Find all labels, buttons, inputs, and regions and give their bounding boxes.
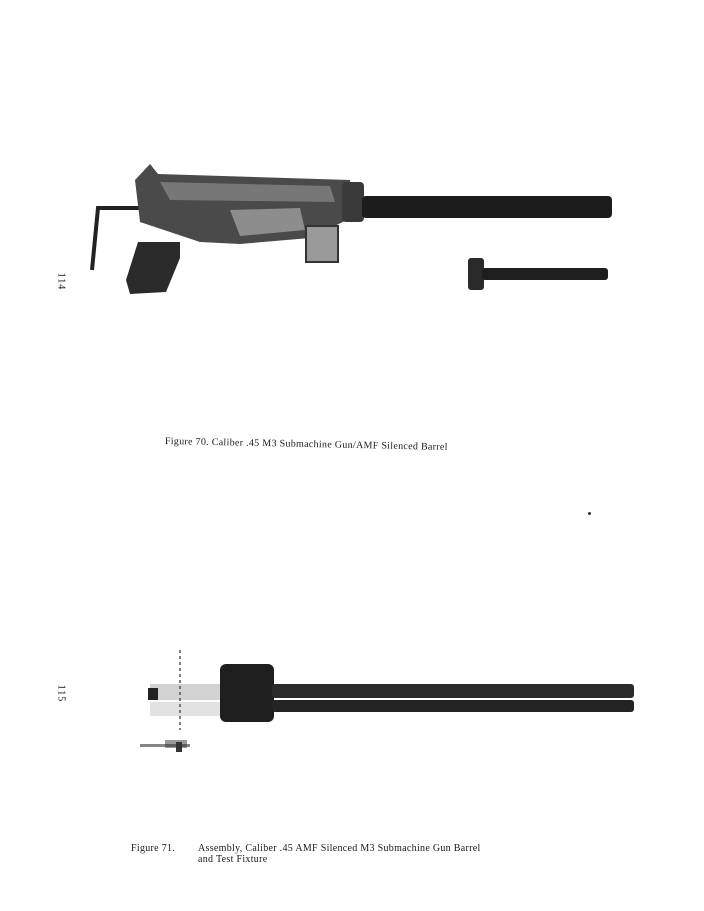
pistol-grip <box>126 242 180 294</box>
silencer-tube <box>362 196 612 218</box>
scan-speck <box>588 512 591 515</box>
figure-71-caption-line1: Assembly, Caliber .45 AMF Silenced M3 Submachine Gun Barrel <box>198 843 481 854</box>
figure-70-caption: Figure 70. Caliber .45 M3 Submachine Gun/AMF Silenced Barrel <box>164 436 448 453</box>
fixture-debris <box>140 740 190 752</box>
figure-70-photo <box>80 150 625 300</box>
figure-71-photo <box>80 640 645 770</box>
page-number-114: 114 <box>55 272 67 291</box>
figure-71-caption <box>131 843 481 865</box>
figure-71-label: Figure 71. <box>131 843 176 854</box>
barrel-tube-upper <box>272 684 634 698</box>
barrel-collar <box>220 664 274 722</box>
silencer-collar <box>342 182 364 222</box>
test-fixture <box>148 650 220 730</box>
barrel-tube-lower <box>272 700 634 712</box>
figure-71-caption-line2: and Test Fixture <box>198 854 268 865</box>
silenced-barrel-assembly <box>220 664 634 722</box>
magazine <box>306 226 338 262</box>
separate-barrel <box>468 258 608 290</box>
page-number-115: 115 <box>55 684 67 703</box>
